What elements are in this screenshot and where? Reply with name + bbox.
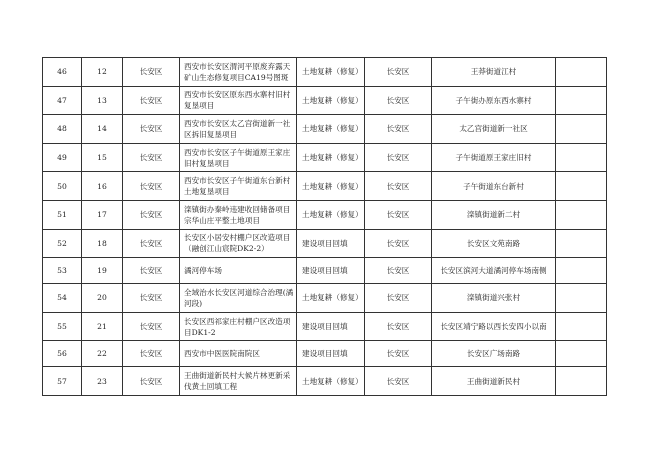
location-cell: 长安区广场南路 <box>432 341 556 367</box>
remark-cell <box>556 284 607 313</box>
location-cell: 长安区文苑南路 <box>432 229 556 258</box>
table-row <box>43 172 607 201</box>
project-name-cell: 西安市长安区太乙宫街道新一社区拆旧复垦项目 <box>180 115 297 144</box>
location-cell: 长安区滨河大道潏河停车场南侧 <box>432 258 556 284</box>
location-cell: 子午街道原王家庄旧村 <box>432 143 556 172</box>
row-number: 46 <box>43 58 82 87</box>
row-number: 57 <box>43 367 82 396</box>
district-cell: 长安区 <box>123 284 180 313</box>
table-row <box>43 258 607 284</box>
sub-number: 14 <box>82 115 123 144</box>
location-district-cell: 长安区 <box>365 200 432 229</box>
sub-number: 19 <box>82 258 123 284</box>
sub-number: 15 <box>82 143 123 172</box>
project-type-cell: 建设项目回填 <box>297 258 365 284</box>
project-name-cell: 王曲街道新民村大候片林更新采伐黄土回填工程 <box>180 367 297 396</box>
remark-cell <box>556 143 607 172</box>
remark-cell <box>556 367 607 396</box>
district-cell: 长安区 <box>123 258 180 284</box>
location-cell: 子午街办原东西水寨村 <box>432 86 556 115</box>
project-type-cell: 土地复耕（修复） <box>297 200 365 229</box>
remark-cell <box>556 229 607 258</box>
remark-cell <box>556 115 607 144</box>
table-row <box>43 229 607 258</box>
table-row <box>43 200 607 229</box>
location-cell: 太乙宫街道新一社区 <box>432 115 556 144</box>
project-name-cell: 西安市长安区子午街道原王家庄旧村复垦项目 <box>180 143 297 172</box>
district-cell: 长安区 <box>123 200 180 229</box>
location-district-cell: 长安区 <box>365 258 432 284</box>
location-cell: 王莽街道江村 <box>432 58 556 87</box>
location-district-cell: 长安区 <box>365 312 432 341</box>
row-number: 47 <box>43 86 82 115</box>
project-name-cell: 西安市长安区原东西水寨村旧村复垦项目 <box>180 86 297 115</box>
location-district-cell: 长安区 <box>365 86 432 115</box>
project-type-cell: 建设项目回填 <box>297 229 365 258</box>
location-cell: 长安区靖宁路以西长安四小以南 <box>432 312 556 341</box>
table-row <box>43 367 607 396</box>
project-type-cell: 建设项目回填 <box>297 312 365 341</box>
project-name-cell: 西安市长安区子午街道东台新村土地复垦项目 <box>180 172 297 201</box>
project-name-cell: 长安区西祁家庄村棚户区改造项目DK1-2 <box>180 312 297 341</box>
row-number: 53 <box>43 258 82 284</box>
table-row <box>43 284 607 313</box>
project-type-cell: 土地复耕（修复） <box>297 115 365 144</box>
table-row <box>43 115 607 144</box>
district-cell: 长安区 <box>123 312 180 341</box>
table-row <box>43 58 607 87</box>
project-type-cell: 建设项目回填 <box>297 341 365 367</box>
row-number: 55 <box>43 312 82 341</box>
row-number: 54 <box>43 284 82 313</box>
sub-number: 12 <box>82 58 123 87</box>
table-row <box>43 143 607 172</box>
row-number: 56 <box>43 341 82 367</box>
table-row <box>43 86 607 115</box>
sub-number: 20 <box>82 284 123 313</box>
row-number: 50 <box>43 172 82 201</box>
location-district-cell: 长安区 <box>365 143 432 172</box>
district-cell: 长安区 <box>123 115 180 144</box>
district-cell: 长安区 <box>123 86 180 115</box>
district-cell: 长安区 <box>123 229 180 258</box>
remark-cell <box>556 341 607 367</box>
project-type-cell: 土地复耕（修复） <box>297 58 365 87</box>
sub-number: 17 <box>82 200 123 229</box>
location-district-cell: 长安区 <box>365 341 432 367</box>
project-type-cell: 土地复耕（修复） <box>297 143 365 172</box>
district-cell: 长安区 <box>123 341 180 367</box>
remark-cell <box>556 200 607 229</box>
project-type-cell: 土地复耕（修复） <box>297 172 365 201</box>
table-row <box>43 312 607 341</box>
project-name-cell: 滦镇街办秦岭违建收回储备项目宗华山庄平整土地项目 <box>180 200 297 229</box>
location-district-cell: 长安区 <box>365 115 432 144</box>
location-cell: 滦镇街道新二村 <box>432 200 556 229</box>
remark-cell <box>556 312 607 341</box>
location-cell: 滦镇街道兴张村 <box>432 284 556 313</box>
remark-cell <box>556 86 607 115</box>
sub-number: 13 <box>82 86 123 115</box>
location-cell: 王曲街道新民村 <box>432 367 556 396</box>
sub-number: 18 <box>82 229 123 258</box>
table-row <box>43 341 607 367</box>
sub-number: 21 <box>82 312 123 341</box>
remark-cell <box>556 172 607 201</box>
district-cell: 长安区 <box>123 58 180 87</box>
project-type-cell: 土地复耕（修复） <box>297 367 365 396</box>
location-district-cell: 长安区 <box>365 58 432 87</box>
remark-cell <box>556 58 607 87</box>
row-number: 49 <box>43 143 82 172</box>
district-cell: 长安区 <box>123 172 180 201</box>
location-district-cell: 长安区 <box>365 229 432 258</box>
location-district-cell: 长安区 <box>365 172 432 201</box>
sub-number: 16 <box>82 172 123 201</box>
project-name-cell: 全域治水长安区河道综合治理(潏河段) <box>180 284 297 313</box>
project-name-cell: 潏河停车场 <box>180 258 297 284</box>
remark-cell <box>556 258 607 284</box>
row-number: 51 <box>43 200 82 229</box>
location-district-cell: 长安区 <box>365 367 432 396</box>
project-type-cell: 土地复耕（修复） <box>297 86 365 115</box>
row-number: 52 <box>43 229 82 258</box>
project-name-cell: 长安区小居安村棚户区改造项目（融创江山宸院DK2-2） <box>180 229 297 258</box>
project-table <box>42 57 607 396</box>
district-cell: 长安区 <box>123 367 180 396</box>
sub-number: 22 <box>82 341 123 367</box>
row-number: 48 <box>43 115 82 144</box>
project-type-cell: 土地复耕（修复） <box>297 284 365 313</box>
project-name-cell: 西安市中医医院南院区 <box>180 341 297 367</box>
location-district-cell: 长安区 <box>365 284 432 313</box>
location-cell: 子午街道东台新村 <box>432 172 556 201</box>
district-cell: 长安区 <box>123 143 180 172</box>
sub-number: 23 <box>82 367 123 396</box>
project-name-cell: 西安市长安区渭河平原废弃露天矿山生态修复项目CA19号图斑 <box>180 58 297 87</box>
